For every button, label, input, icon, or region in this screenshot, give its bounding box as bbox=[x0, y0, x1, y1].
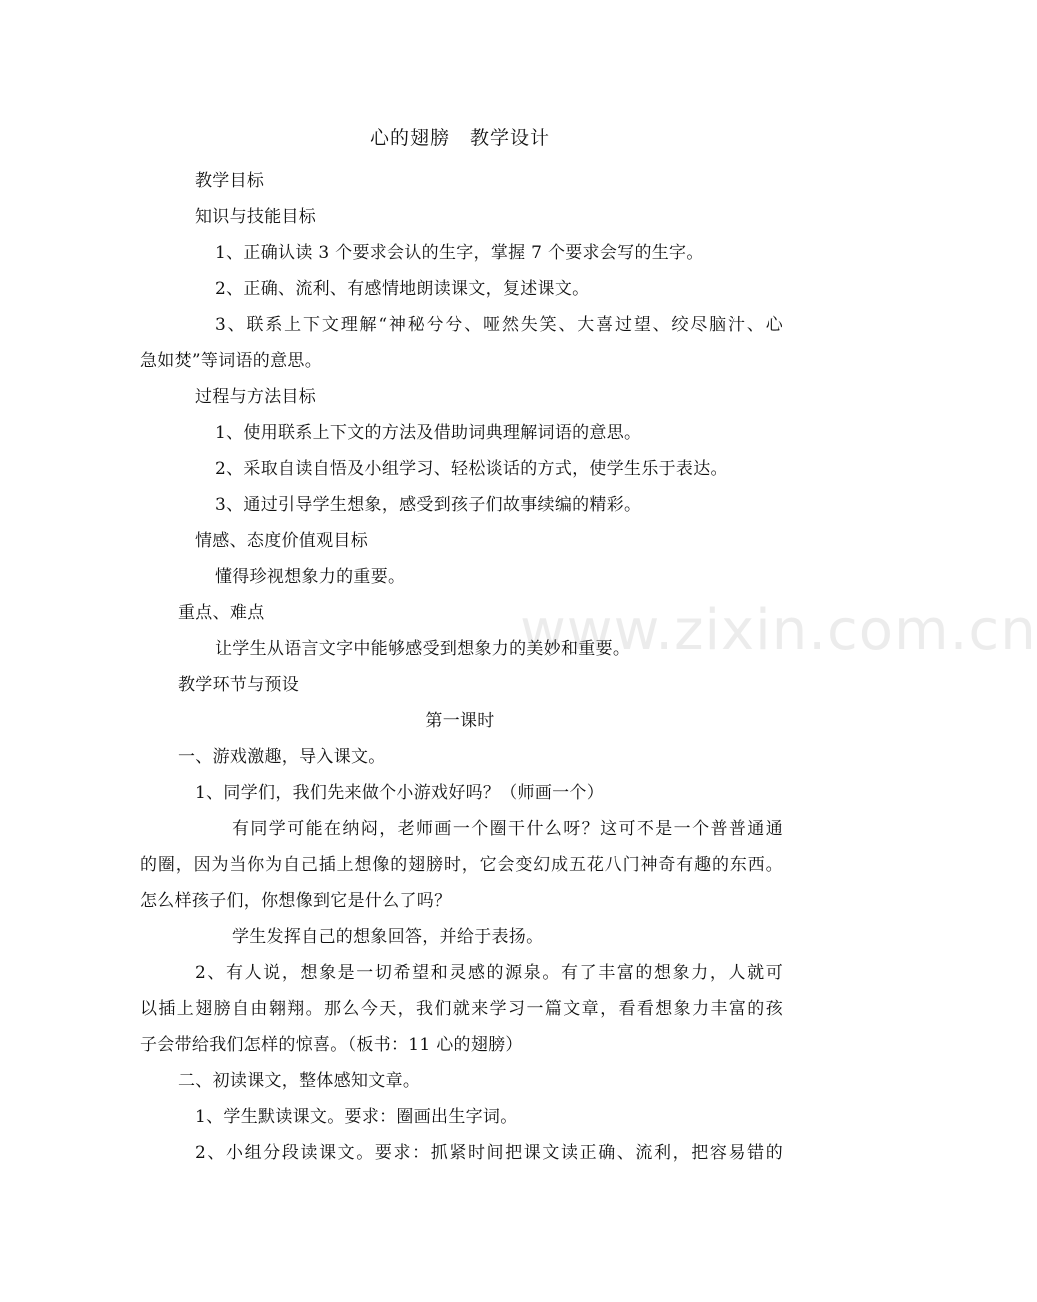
heading-knowledge-skills: 知识与技能目标 bbox=[195, 207, 317, 227]
section-one-item-2: 2、有人说，想象是一切希望和灵感的源泉。有了丰富的想象力，人就可 bbox=[195, 963, 783, 983]
section-one-item-1: 1、同学们，我们先来做个小游戏好吗？（师画一个） bbox=[195, 783, 605, 803]
watermark: www.zixin.com.cn bbox=[520, 598, 1037, 663]
heading-emotion-values: 情感、态度价值观目标 bbox=[195, 531, 368, 551]
heading-teaching-steps: 教学环节与预设 bbox=[178, 675, 300, 695]
method-item-1: 1、使用联系上下文的方法及借助词典理解词语的意思。 bbox=[215, 423, 642, 443]
lesson-title: 第一课时 bbox=[425, 711, 495, 731]
key-point-text: 让学生从语言文字中能够感受到想象力的美妙和重要。 bbox=[215, 639, 631, 659]
goal-item-3-cont: 急如焚”等词语的意思。 bbox=[140, 351, 322, 371]
goal-item-2: 2、正确、流利、有感情地朗读课文，复述课文。 bbox=[215, 279, 590, 299]
heading-key-points: 重点、难点 bbox=[178, 603, 265, 623]
section-one-item-2-cont: 以插上翅膀自由翱翔。那么今天，我们就来学习一篇文章，看看想象力丰富的孩 bbox=[140, 999, 783, 1019]
paragraph-circle-3: 怎么样孩子们，你想像到它是什么了吗？ bbox=[140, 891, 452, 911]
paragraph-circle-2: 的圈，因为当你为自己插上想像的翅膀时，它会变幻成五花八门神奇有趣的东西。 bbox=[140, 855, 783, 875]
student-answer-note: 学生发挥自己的想象回答，并给于表扬。 bbox=[232, 927, 544, 947]
section-one-heading: 一、游戏激趣，导入课文。 bbox=[178, 747, 386, 767]
section-two-item-1: 1、学生默读课文。要求：圈画出生字词。 bbox=[195, 1107, 518, 1127]
goal-item-1: 1、正确认读 3 个要求会认的生字，掌握 7 个要求会写的生字。 bbox=[215, 243, 704, 263]
document-title: 心的翅膀 教学设计 bbox=[369, 127, 550, 149]
heading-teaching-goals: 教学目标 bbox=[195, 171, 265, 191]
section-one-item-2-end: 子会带给我们怎样的惊喜。（板书：11 心的翅膀） bbox=[140, 1035, 523, 1055]
method-item-3: 3、通过引导学生想象，感受到孩子们故事续编的精彩。 bbox=[215, 495, 642, 515]
paragraph-circle-1: 有同学可能在纳闷，老师画一个圈干什么呀？这可不是一个普普通通 bbox=[232, 819, 783, 839]
method-item-2: 2、采取自读自悟及小组学习、轻松谈话的方式，使学生乐于表达。 bbox=[215, 459, 728, 479]
section-two-item-2: 2、小组分段读课文。要求：抓紧时间把课文读正确、流利，把容易错的 bbox=[195, 1143, 783, 1163]
goal-item-3: 3、联系上下文理解“神秘兮兮、哑然失笑、大喜过望、绞尽脑汁、心 bbox=[215, 315, 783, 335]
section-two-heading: 二、初读课文，整体感知文章。 bbox=[178, 1071, 421, 1091]
emotion-item: 懂得珍视想象力的重要。 bbox=[215, 567, 406, 587]
heading-process-methods: 过程与方法目标 bbox=[195, 387, 317, 407]
